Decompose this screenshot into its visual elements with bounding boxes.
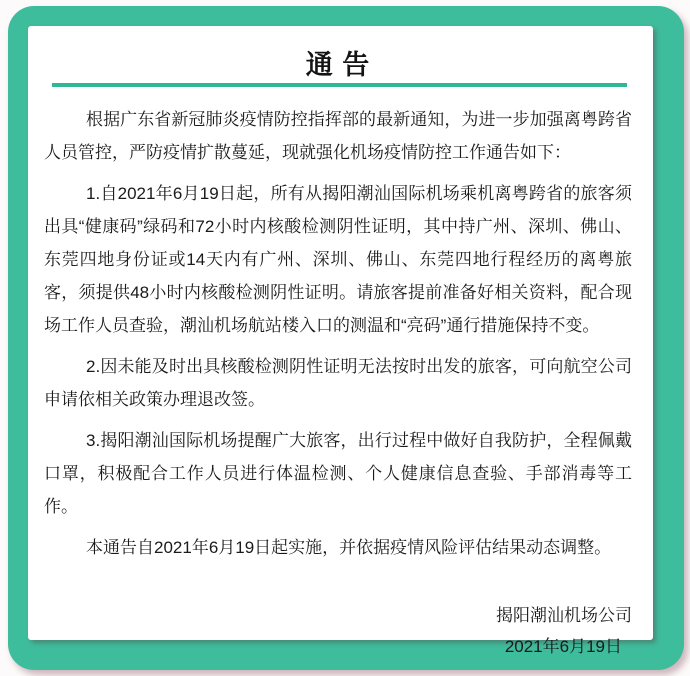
notice-paragraph-item-2: 2.因未能及时出具核酸检测阴性证明无法按时出发的旅客，可向航空公司申请依相关政策办理退改签。 [44, 357, 632, 409]
notice-title: 通 告 [305, 50, 371, 80]
notice-paragraph-item-1: 1.自2021年6月19日起，所有从揭阳潮汕国际机场乘机离粤跨省的旅客须出具“健康码”绿码和72小时内核酸检测阴性证明，其中持广州、深圳、佛山、东莞四地身份证或14天内有广州、深圳、佛山、东莞四地行程经历的离粤旅客，须提供48小时内核酸检测阴性证明。请旅客提前准备好相关资料，配合现场工作人员查验，潮汕机场航站楼入口的测温和“亮码”通行措施保持不变。 [44, 184, 632, 335]
title-divider-rule [52, 83, 627, 87]
notice-body [44, 103, 632, 564]
notice-card [28, 26, 653, 656]
notice-paragraph-intro: 根据广东省新冠肺炎疫情防控指挥部的最新通知，为进一步加强离粤跨省人员管控，严防疫情扩散蔓延，现就强化机场疫情防控工作通告如下： [44, 110, 632, 162]
notice-paragraph-effective-date: 本通告自2021年6月19日起实施，并依据疫情风险评估结果动态调整。 [86, 538, 612, 557]
notice-board [8, 6, 684, 670]
signature-block [44, 600, 632, 662]
notice-paragraph-item-3: 3.揭阳潮汕国际机场提醒广大旅客，出行过程中做好自我防护，全程佩戴口罩，积极配合工作人员进行体温检测、个人健康信息查验、手部消毒等工作。 [44, 431, 632, 516]
signature-date: 2021年6月19日 [504, 637, 622, 656]
signature-company: 揭阳潮汕机场公司 [496, 606, 632, 625]
